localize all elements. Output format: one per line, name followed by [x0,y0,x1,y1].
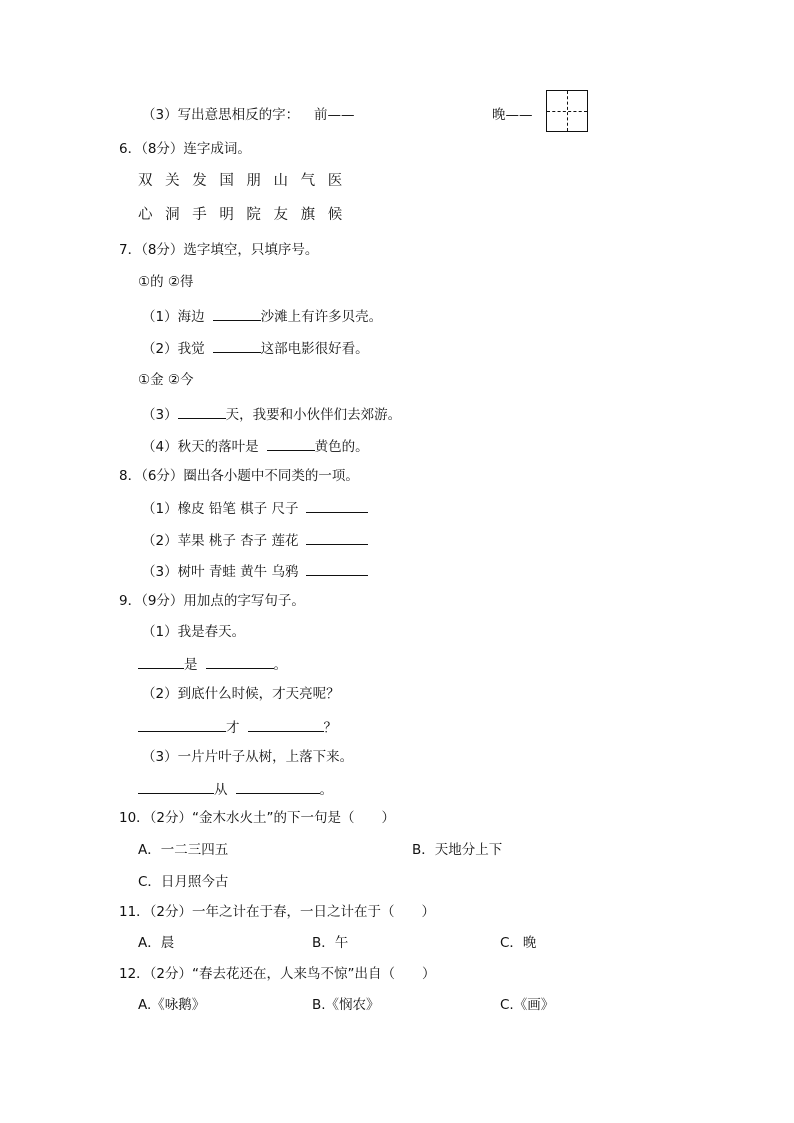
q9-title: 9．（9分）用加点的字写句子。 [119,593,305,609]
q11-option-a[interactable]: A．晨 [138,935,175,951]
q6-row2: 心 洞 手 明 院 友 旗 候 [138,207,347,223]
q8-title: 8．（6分）圈出各小题中不同类的一项。 [119,468,359,484]
q9-answer-1 [138,654,287,674]
q7-s1-pre: （1）海边 [142,309,205,325]
q5-3-prompt: （3）写出意思相反的字： [142,107,300,123]
writing-grid-box[interactable] [546,90,588,132]
q9-a3-mid: 从 [214,782,228,798]
q9-a3-end: 。 [319,782,333,798]
q8-item-1 [142,498,368,518]
q9-answer-3 [138,779,333,799]
q7-sentence-2 [142,338,369,358]
q7-s4-blank[interactable] [267,436,315,451]
q7-s1-blank[interactable] [213,306,261,321]
q8-item-3 [142,561,368,581]
q5-3-left-word: 前—— [314,107,355,123]
q7-s4-pre: （4）秋天的落叶是 [142,439,259,455]
q7-s2-post: 这部电影很好看。 [260,341,369,357]
q9-sentence-1: （1）我是春天。 [142,624,246,640]
q8-s2-text: （2）苹果 桃子 杏子 莲花 [142,533,299,549]
q11-option-b[interactable]: B．午 [312,935,349,951]
q8-s3-blank[interactable] [306,561,368,576]
q9-a3-blank-1[interactable] [138,779,214,794]
q10-option-b[interactable]: B．天地分上下 [412,842,503,858]
grid-horizontal-guide [547,111,587,112]
q9-a2-blank-1[interactable] [138,717,226,732]
q7-title: 7．（8分）选字填空，只填序号。 [119,242,319,258]
q9-a2-blank-2[interactable] [248,717,324,732]
q12-title: 12．（2分）“春去花还在，人来鸟不惊”出自（ ） [119,966,436,982]
q7-s1-post: 沙滩上有许多贝壳。 [260,309,383,325]
q9-a3-blank-2[interactable] [236,779,320,794]
q12-option-b[interactable]: B.《悯农》 [312,997,380,1013]
q7-options-1: ①的 ②得 [138,274,194,290]
q9-sentence-2: （2）到底什么时候，才天亮呢？ [142,686,340,702]
q8-s1-text: （1）橡皮 铅笔 棋子 尺子 [142,501,299,517]
q7-sentence-1 [142,306,382,326]
q9-sentence-3: （3）一片片叶子从树，上落下来。 [142,749,354,765]
q7-s4-post: 黄色的。 [314,439,369,455]
q12-option-c[interactable]: C.《画》 [500,997,555,1013]
q7-s2-blank[interactable] [213,338,261,353]
q8-s3-text: （3）树叶 青蛙 黄牛 乌鸦 [142,564,299,580]
q10-option-a[interactable]: A．一二三四五 [138,842,229,858]
q9-a1-blank-2[interactable] [206,654,274,669]
q9-a1-end: 。 [273,657,287,673]
q10-title: 10．（2分）“金木水火土”的下一句是（ ） [119,810,396,826]
q9-a2-end: ？ [323,720,337,736]
q8-s2-blank[interactable] [306,530,368,545]
q12-option-a[interactable]: A.《咏鹅》 [138,997,206,1013]
q7-s2-pre: （2）我觉 [142,341,205,357]
q10-option-c[interactable]: C．日月照今古 [138,874,229,890]
q6-row1: 双 关 发 国 朋 山 气 医 [138,173,347,189]
q5-3-right-word: 晚—— [492,107,533,123]
q11-option-c[interactable]: C．晚 [500,935,537,951]
q8-item-2 [142,530,368,550]
q9-a1-blank-1[interactable] [138,654,184,669]
q7-s3-pre: （3） [142,407,178,423]
q7-sentence-3 [142,404,401,424]
q7-s3-blank[interactable] [178,404,226,419]
q6-title: 6．（8分）连字成词。 [119,141,251,157]
q7-options-2: ①金 ②今 [138,372,194,388]
q7-s3-post: 天，我要和小伙伴们去郊游。 [225,407,402,423]
q7-sentence-4 [142,436,369,456]
q9-a2-mid: 才 [226,720,240,736]
q11-title: 11．（2分）一年之计在于春，一日之计在于（ ） [119,904,436,920]
q9-answer-2 [138,717,337,737]
q8-s1-blank[interactable] [306,498,368,513]
q9-a1-mid: 是 [184,657,198,673]
